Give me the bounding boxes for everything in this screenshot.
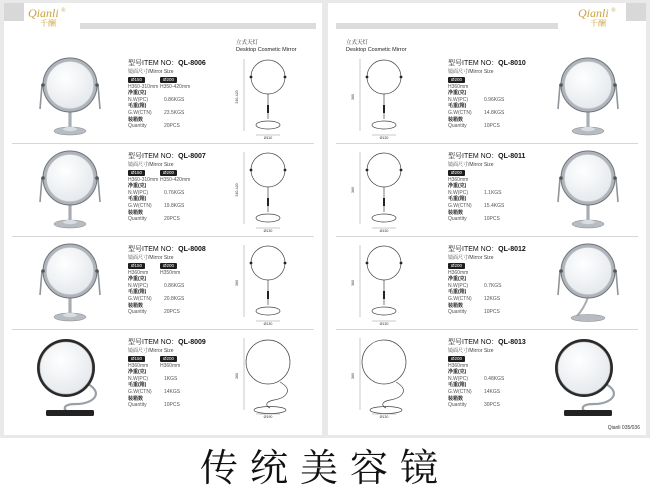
category-en: Desktop Cosmetic Mirror — [236, 46, 297, 53]
spec-row — [128, 382, 230, 389]
item-number-label: 型号ITEM NO： — [448, 60, 499, 67]
size-tag: Ø200 — [160, 263, 177, 269]
spec-label: 毛重(箱) — [448, 103, 467, 110]
spec-label: 毛重(箱) — [448, 196, 467, 203]
spec-row — [128, 303, 230, 310]
technical-drawing — [340, 53, 432, 139]
spec-value: 14KGS — [164, 388, 181, 395]
spec-label: Quantity — [128, 309, 147, 316]
brand-name-cn: 千酬 — [590, 19, 606, 28]
dimension-base: Ø130 — [379, 229, 389, 232]
mirror-photo — [534, 53, 642, 139]
spec-value: 20PCS — [164, 216, 180, 223]
spec-label: 净重(克) — [448, 90, 467, 97]
spec-row — [128, 210, 230, 217]
mirror-size-label: 镜面尺寸/Mirror Size — [128, 162, 174, 168]
item-number-code: QL-8010 — [498, 60, 526, 67]
spec-label: N.W(PC) — [128, 189, 148, 196]
category-cn: 立式天灯 — [236, 40, 259, 46]
spec-label: 净重(克) — [448, 276, 467, 283]
brand-logo — [28, 6, 66, 28]
size-tag: Ø200 — [448, 356, 465, 362]
item-number — [128, 59, 230, 68]
dimension-base: Ø110 — [263, 136, 273, 139]
spec-label: 毛重(箱) — [128, 382, 147, 389]
mirror-photo — [16, 239, 124, 325]
registered-mark: ® — [611, 8, 616, 14]
mirror-size-label: 镜面尺寸/Mirror Size — [128, 69, 174, 75]
mirror-photo — [534, 146, 642, 232]
size-tag: Ø200 — [448, 77, 465, 83]
size-value: H350-420mm — [160, 83, 191, 90]
registered-mark: ® — [61, 8, 66, 14]
spec-row — [128, 296, 230, 303]
spec-label: 毛重(箱) — [448, 289, 467, 296]
spec-value: 14KGS — [484, 388, 501, 395]
dimension-base: Ø130 — [379, 415, 389, 418]
size-tag: Ø150 — [128, 170, 145, 176]
size-value: H360mm — [448, 362, 469, 369]
spec-value: 14.8KGS — [484, 109, 505, 116]
page-corner-tab — [4, 3, 24, 21]
size-tag: Ø200 — [448, 170, 465, 176]
dimension-height: 360 — [351, 280, 355, 286]
spec-value: 19.8KGS — [164, 202, 185, 209]
size-tag: Ø200 — [160, 356, 177, 362]
spec-label: 毛重(箱) — [128, 289, 147, 296]
item-number-label: 型号ITEM NO： — [448, 153, 499, 160]
dimension-height: 360 — [351, 373, 355, 379]
spec-label: Quantity — [128, 216, 147, 223]
spec-value: 23.5KGS — [164, 109, 185, 116]
spec-label: 净重(克) — [128, 90, 147, 97]
size-tags — [128, 356, 230, 363]
size-value: H360mm — [448, 176, 469, 183]
spec-value: 20.8KGS — [164, 295, 185, 302]
brand-name-cn: 千酬 — [40, 19, 56, 28]
mirror-photo — [534, 239, 642, 325]
mirror-photo — [534, 332, 642, 418]
item-number-code: QL-8013 — [498, 339, 526, 346]
spec-label: Quantity — [448, 123, 467, 130]
spec-row — [128, 309, 230, 316]
item-number-code: QL-8006 — [178, 60, 206, 67]
dimension-height: 360 — [351, 187, 355, 193]
spec-row — [128, 389, 230, 396]
mirror-photo — [16, 146, 124, 232]
technical-drawing — [224, 239, 316, 325]
dimension-base: Ø190 — [263, 415, 273, 418]
brand-logo — [578, 6, 616, 28]
spec-row — [128, 276, 230, 283]
product-info — [128, 338, 230, 409]
spec-label: 装箱数 — [128, 209, 144, 216]
spec-label: 装箱数 — [128, 302, 144, 309]
category-en: Desktop Cosmetic Mirror — [346, 46, 407, 53]
spec-label: 净重(克) — [448, 369, 467, 376]
item-number-code: QL-8009 — [178, 339, 206, 346]
technical-drawing — [340, 146, 432, 232]
spec-row — [128, 216, 230, 223]
product-row — [12, 330, 314, 422]
dimension-height: 360 — [351, 94, 355, 100]
catalog-title: 传统美容镜 — [199, 446, 450, 490]
spec-value: 0.76KGS — [164, 189, 185, 196]
spec-row — [128, 123, 230, 130]
size-value: H360-310mm — [128, 176, 159, 183]
spec-label: N.W(PC) — [128, 375, 148, 382]
spec-label: G.W(CTN) — [448, 388, 472, 395]
dimension-height: 360 — [235, 280, 239, 286]
spec-value: 10PCS — [164, 402, 180, 409]
spec-value: 1.1KGS — [484, 189, 502, 196]
size-tags — [128, 170, 230, 177]
technical-drawing — [224, 53, 316, 139]
spec-value: 10PCS — [484, 309, 500, 316]
spec-row — [128, 289, 230, 296]
header-bar — [80, 23, 316, 29]
dimension-base: Ø130 — [379, 136, 389, 139]
spec-value: 15.4KGS — [484, 202, 505, 209]
spec-value: 0.86KGS — [164, 282, 185, 289]
spec-row — [128, 196, 230, 203]
spec-row — [128, 103, 230, 110]
item-number-label: 型号ITEM NO： — [448, 246, 499, 253]
mirror-size-label: 镜面尺寸/Mirror Size — [448, 69, 494, 75]
spec-value: 0.7KGS — [484, 282, 502, 289]
item-number-label: 型号ITEM NO： — [128, 153, 179, 160]
spec-label: G.W(CTN) — [448, 202, 472, 209]
spec-value: 12KGS — [484, 295, 501, 302]
technical-drawing — [340, 239, 432, 325]
item-number-label: 型号ITEM NO： — [128, 246, 179, 253]
spec-row — [128, 117, 230, 124]
spec-label: Quantity — [448, 216, 467, 223]
mirror-size-label: 镜面尺寸/Mirror Size — [128, 255, 174, 261]
spec-row — [128, 369, 230, 376]
product-row — [336, 144, 638, 237]
spec-value: 20PCS — [164, 123, 180, 130]
spec-label: N.W(PC) — [448, 282, 468, 289]
product-row — [336, 51, 638, 144]
spec-label: Quantity — [128, 402, 147, 409]
spec-value: 0.48KGS — [484, 375, 505, 382]
spec-value: 20PCS — [164, 309, 180, 316]
dimension-base: Ø130 — [379, 322, 389, 325]
dimension-base: Ø130 — [263, 229, 273, 232]
size-value: H360mm — [128, 269, 149, 276]
item-number-code: QL-8007 — [178, 153, 206, 160]
spec-label: 装箱数 — [448, 302, 464, 309]
size-tag: Ø200 — [160, 77, 177, 83]
spec-label: 净重(克) — [128, 183, 147, 190]
product-row — [12, 51, 314, 144]
spec-label: G.W(CTN) — [448, 109, 472, 116]
size-tag: Ø150 — [128, 263, 145, 269]
page-number: Qianli 035/036 — [607, 425, 640, 431]
spec-label: 装箱数 — [128, 395, 144, 402]
spec-label: 毛重(箱) — [128, 196, 147, 203]
spec-label: N.W(PC) — [128, 96, 148, 103]
product-row — [12, 237, 314, 330]
size-tags — [128, 263, 230, 270]
dimension-height: 360 — [235, 373, 239, 379]
spec-label: N.W(PC) — [448, 189, 468, 196]
product-row — [336, 237, 638, 330]
size-value: H350mm — [160, 269, 181, 276]
size-tag: Ø150 — [128, 77, 145, 83]
spec-row — [128, 396, 230, 403]
spec-label: 装箱数 — [448, 116, 464, 123]
size-value: H360mm — [448, 269, 469, 276]
brand-name: Qianli — [28, 6, 59, 20]
item-number-code: QL-8011 — [498, 153, 526, 160]
header-bar — [336, 23, 558, 29]
product-info — [128, 245, 230, 316]
spec-label: G.W(CTN) — [128, 295, 152, 302]
item-number — [128, 338, 230, 347]
size-tag: Ø200 — [160, 170, 177, 176]
spec-row — [128, 203, 230, 210]
brand-name: Qianli — [578, 6, 609, 20]
spec-label: 装箱数 — [448, 395, 464, 402]
mirror-size-label: 镜面尺寸/Mirror Size — [128, 348, 174, 354]
spec-label: 毛重(箱) — [448, 382, 467, 389]
catalog-page-left — [4, 3, 322, 435]
spec-value: 10PCS — [484, 123, 500, 130]
size-value: H360-310mm — [128, 83, 159, 90]
spec-value: 1KGS — [164, 375, 178, 382]
technical-drawing — [224, 146, 316, 232]
page-corner-tab — [626, 3, 646, 21]
size-value: H360mm — [128, 362, 149, 369]
size-tag: Ø150 — [128, 356, 145, 362]
mirror-size-label: 镜面尺寸/Mirror Size — [448, 255, 494, 261]
spec-label: 净重(克) — [448, 183, 467, 190]
dimension-height: 310-420 — [235, 90, 239, 104]
spec-label: G.W(CTN) — [128, 202, 152, 209]
product-info — [128, 152, 230, 223]
spec-label: Quantity — [448, 402, 467, 409]
spec-label: Quantity — [448, 309, 467, 316]
spec-label: G.W(CTN) — [128, 388, 152, 395]
product-row — [336, 330, 638, 422]
spec-label: 装箱数 — [448, 209, 464, 216]
spec-label: 净重(克) — [128, 276, 147, 283]
size-tag: Ø200 — [448, 263, 465, 269]
spec-value: 10PCS — [484, 216, 500, 223]
item-number-label: 型号ITEM NO： — [128, 60, 179, 67]
spec-label: N.W(PC) — [448, 96, 468, 103]
spec-row — [128, 183, 230, 190]
size-value: H360mm — [448, 83, 469, 90]
mirror-size-label: 镜面尺寸/Mirror Size — [448, 162, 494, 168]
dimension-base: Ø130 — [263, 322, 273, 325]
technical-drawing — [224, 332, 316, 418]
item-number-label: 型号ITEM NO： — [128, 339, 179, 346]
spec-label: 净重(克) — [128, 369, 147, 376]
spec-label: N.W(PC) — [448, 375, 468, 382]
product-row — [12, 144, 314, 237]
spec-row — [128, 90, 230, 97]
size-value: H350-420mm — [160, 176, 191, 183]
spec-label: Quantity — [128, 123, 147, 130]
item-number — [128, 245, 230, 254]
item-number-code: QL-8008 — [178, 246, 206, 253]
spec-row — [128, 402, 230, 409]
product-info — [128, 59, 230, 130]
spec-label: G.W(CTN) — [448, 295, 472, 302]
mirror-photo — [16, 332, 124, 418]
mirror-size-label: 镜面尺寸/Mirror Size — [448, 348, 494, 354]
spec-value: 0.86KGS — [164, 96, 185, 103]
dimension-height: 310-420 — [235, 183, 239, 197]
spec-label: 装箱数 — [128, 116, 144, 123]
mirror-photo — [16, 53, 124, 139]
size-tags — [128, 77, 230, 84]
spec-value: 30PCS — [484, 402, 500, 409]
spec-row — [128, 110, 230, 117]
catalog-page-right — [328, 3, 646, 435]
spec-label: N.W(PC) — [128, 282, 148, 289]
item-number-label: 型号ITEM NO： — [448, 339, 499, 346]
item-number — [128, 152, 230, 161]
technical-drawing — [340, 332, 432, 418]
size-value: H360mm — [160, 362, 181, 369]
spec-label: G.W(CTN) — [128, 109, 152, 116]
spec-value: 0.96KGS — [484, 96, 505, 103]
category-cn: 立式天灯 — [346, 40, 369, 46]
spec-label: 毛重(箱) — [128, 103, 147, 110]
item-number-code: QL-8012 — [498, 246, 526, 253]
